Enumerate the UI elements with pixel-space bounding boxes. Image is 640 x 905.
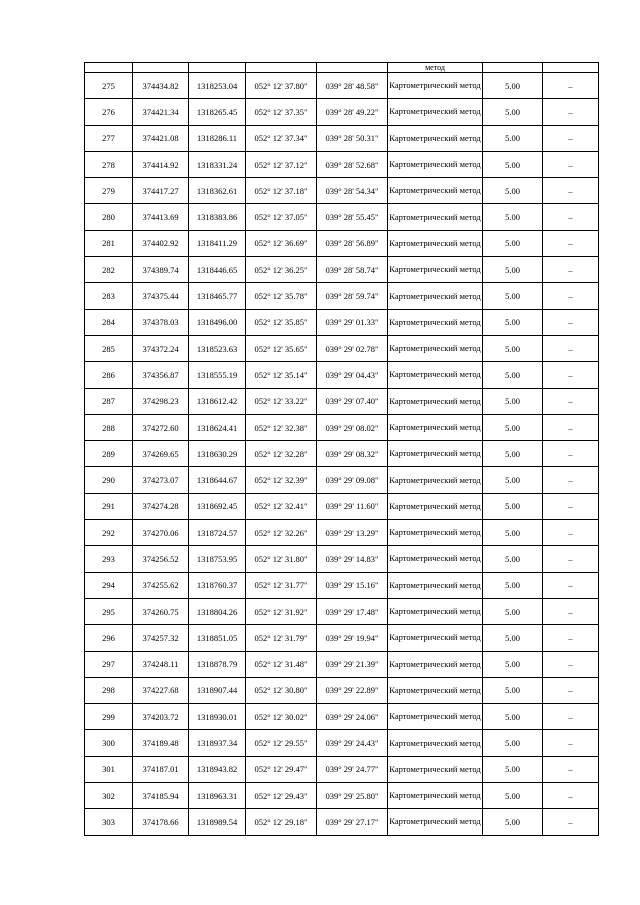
point-number-cell: 284	[85, 309, 133, 335]
latitude-cell: 052° 12' 33.22"	[246, 388, 317, 414]
accuracy-cell: 5.00	[483, 362, 543, 388]
x-coordinate-cell: 374269.65	[133, 441, 189, 467]
x-coordinate-cell: 374417.27	[133, 178, 189, 204]
y-coordinate-cell: 1318753.95	[189, 546, 246, 572]
note-cell: –	[543, 520, 599, 546]
accuracy-cell: 5.00	[483, 204, 543, 230]
longitude-cell: 039° 28' 48.58"	[317, 73, 388, 99]
longitude-cell: 039° 29' 15.16"	[317, 572, 388, 598]
latitude-cell: 052° 12' 37.05"	[246, 204, 317, 230]
table-row	[85, 493, 599, 519]
longitude-cell: 039° 28' 52.68"	[317, 151, 388, 177]
longitude-cell: 039° 29' 24.06"	[317, 704, 388, 730]
table-row	[85, 204, 599, 230]
note-cell: –	[543, 362, 599, 388]
x-coordinate-cell: 374375.44	[133, 283, 189, 309]
accuracy-cell: 5.00	[483, 677, 543, 703]
point-number-cell: 294	[85, 572, 133, 598]
point-number-cell: 297	[85, 651, 133, 677]
x-coordinate-cell: 374203.72	[133, 704, 189, 730]
latitude-cell: 052° 12' 31.79"	[246, 625, 317, 651]
note-cell: –	[543, 441, 599, 467]
method-cell: Картометрический метод	[388, 230, 483, 256]
longitude-cell: 039° 28' 50.31"	[317, 125, 388, 151]
latitude-cell: 052° 12' 37.18"	[246, 178, 317, 204]
y-coordinate-cell: 1318937.34	[189, 730, 246, 756]
method-cell: Картометрический метод	[388, 388, 483, 414]
accuracy-cell: 5.00	[483, 783, 543, 809]
method-cell: Картометрический метод	[388, 335, 483, 361]
y-coordinate-cell: 1318760.37	[189, 572, 246, 598]
latitude-cell: 052° 12' 32.41"	[246, 493, 317, 519]
cell-empty	[543, 63, 599, 73]
y-coordinate-cell: 1318943.82	[189, 756, 246, 782]
table-row	[85, 677, 599, 703]
accuracy-cell: 5.00	[483, 309, 543, 335]
y-coordinate-cell: 1318612.42	[189, 388, 246, 414]
cell-empty	[189, 63, 246, 73]
cell-empty	[85, 63, 133, 73]
y-coordinate-cell: 1318878.79	[189, 651, 246, 677]
latitude-cell: 052° 12' 35.78"	[246, 283, 317, 309]
x-coordinate-cell: 374413.69	[133, 204, 189, 230]
x-coordinate-cell: 374421.08	[133, 125, 189, 151]
coordinates-table-body	[85, 63, 599, 836]
point-number-cell: 298	[85, 677, 133, 703]
longitude-cell: 039° 29' 17.48"	[317, 598, 388, 624]
table-row	[85, 99, 599, 125]
accuracy-cell: 5.00	[483, 414, 543, 440]
table-row	[85, 441, 599, 467]
method-cell: Картометрический метод	[388, 625, 483, 651]
note-cell: –	[543, 99, 599, 125]
latitude-cell: 052° 12' 32.28"	[246, 441, 317, 467]
x-coordinate-cell: 374414.92	[133, 151, 189, 177]
y-coordinate-cell: 1318630.29	[189, 441, 246, 467]
accuracy-cell: 5.00	[483, 125, 543, 151]
note-cell: –	[543, 704, 599, 730]
method-cell: Картометрический метод	[388, 756, 483, 782]
x-coordinate-cell: 374273.07	[133, 467, 189, 493]
y-coordinate-cell: 1318804.26	[189, 598, 246, 624]
x-coordinate-cell: 374257.32	[133, 625, 189, 651]
table-row	[85, 73, 599, 99]
note-cell: –	[543, 257, 599, 283]
method-cell: Картометрический метод	[388, 309, 483, 335]
point-number-cell: 292	[85, 520, 133, 546]
y-coordinate-cell: 1318496.00	[189, 309, 246, 335]
y-coordinate-cell: 1318692.45	[189, 493, 246, 519]
method-cell: Картометрический метод	[388, 467, 483, 493]
x-coordinate-cell: 374372.24	[133, 335, 189, 361]
x-coordinate-cell: 374187.01	[133, 756, 189, 782]
point-number-cell: 287	[85, 388, 133, 414]
y-coordinate-cell: 1318411.29	[189, 230, 246, 256]
accuracy-cell: 5.00	[483, 520, 543, 546]
accuracy-cell: 5.00	[483, 467, 543, 493]
y-coordinate-cell: 1318383.86	[189, 204, 246, 230]
method-cell: Картометрический метод	[388, 204, 483, 230]
x-coordinate-cell: 374378.03	[133, 309, 189, 335]
method-cell: Картометрический метод	[388, 151, 483, 177]
x-coordinate-cell: 374185.94	[133, 783, 189, 809]
latitude-cell: 052° 12' 32.39"	[246, 467, 317, 493]
point-number-cell: 290	[85, 467, 133, 493]
note-cell: –	[543, 546, 599, 572]
point-number-cell: 277	[85, 125, 133, 151]
method-cell: Картометрический метод	[388, 809, 483, 835]
method-cell: Картометрический метод	[388, 546, 483, 572]
latitude-cell: 052° 12' 36.25"	[246, 257, 317, 283]
note-cell: –	[543, 625, 599, 651]
accuracy-cell: 5.00	[483, 151, 543, 177]
method-cell: Картометрический метод	[388, 257, 483, 283]
y-coordinate-cell: 1318907.44	[189, 677, 246, 703]
longitude-cell: 039° 28' 59.74"	[317, 283, 388, 309]
y-coordinate-cell: 1318253.04	[189, 73, 246, 99]
note-cell: –	[543, 178, 599, 204]
table-row	[85, 388, 599, 414]
longitude-cell: 039° 29' 19.94"	[317, 625, 388, 651]
y-coordinate-cell: 1318963.31	[189, 783, 246, 809]
point-number-cell: 303	[85, 809, 133, 835]
point-number-cell: 282	[85, 257, 133, 283]
cell-empty	[246, 63, 317, 73]
accuracy-cell: 5.00	[483, 809, 543, 835]
note-cell: –	[543, 204, 599, 230]
accuracy-cell: 5.00	[483, 99, 543, 125]
continuation-row	[85, 63, 599, 73]
accuracy-cell: 5.00	[483, 73, 543, 99]
longitude-cell: 039° 29' 27.17"	[317, 809, 388, 835]
y-coordinate-cell: 1318644.67	[189, 467, 246, 493]
accuracy-cell: 5.00	[483, 230, 543, 256]
y-coordinate-cell: 1318523.63	[189, 335, 246, 361]
y-coordinate-cell: 1318930.01	[189, 704, 246, 730]
longitude-cell: 039° 29' 13.29"	[317, 520, 388, 546]
point-number-cell: 302	[85, 783, 133, 809]
accuracy-cell: 5.00	[483, 335, 543, 361]
latitude-cell: 052° 12' 37.34"	[246, 125, 317, 151]
cell-empty	[483, 63, 543, 73]
latitude-cell: 052° 12' 35.65"	[246, 335, 317, 361]
x-coordinate-cell: 374248.11	[133, 651, 189, 677]
x-coordinate-cell: 374178.66	[133, 809, 189, 835]
note-cell: –	[543, 809, 599, 835]
note-cell: –	[543, 230, 599, 256]
method-cell: Картометрический метод	[388, 783, 483, 809]
continuation-method-cell: метод	[388, 63, 483, 73]
table-row	[85, 151, 599, 177]
x-coordinate-cell: 374421.34	[133, 99, 189, 125]
x-coordinate-cell: 374189.48	[133, 730, 189, 756]
method-cell: Картометрический метод	[388, 283, 483, 309]
x-coordinate-cell: 374260.75	[133, 598, 189, 624]
note-cell: –	[543, 467, 599, 493]
longitude-cell: 039° 28' 58.74"	[317, 257, 388, 283]
table-row	[85, 598, 599, 624]
method-cell: Картометрический метод	[388, 493, 483, 519]
table-row	[85, 546, 599, 572]
accuracy-cell: 5.00	[483, 704, 543, 730]
y-coordinate-cell: 1318851.05	[189, 625, 246, 651]
accuracy-cell: 5.00	[483, 651, 543, 677]
cell-empty	[317, 63, 388, 73]
point-number-cell: 283	[85, 283, 133, 309]
latitude-cell: 052° 12' 30.02"	[246, 704, 317, 730]
note-cell: –	[543, 572, 599, 598]
point-number-cell: 301	[85, 756, 133, 782]
method-cell: Картометрический метод	[388, 572, 483, 598]
accuracy-cell: 5.00	[483, 730, 543, 756]
accuracy-cell: 5.00	[483, 756, 543, 782]
point-number-cell: 299	[85, 704, 133, 730]
x-coordinate-cell: 374256.52	[133, 546, 189, 572]
table-row	[85, 730, 599, 756]
table-row	[85, 572, 599, 598]
note-cell: –	[543, 151, 599, 177]
coordinates-table	[84, 62, 599, 836]
latitude-cell: 052° 12' 35.85"	[246, 309, 317, 335]
note-cell: –	[543, 388, 599, 414]
accuracy-cell: 5.00	[483, 178, 543, 204]
point-number-cell: 300	[85, 730, 133, 756]
method-cell: Картометрический метод	[388, 125, 483, 151]
method-cell: Картометрический метод	[388, 73, 483, 99]
longitude-cell: 039° 29' 01.33"	[317, 309, 388, 335]
latitude-cell: 052° 12' 32.38"	[246, 414, 317, 440]
accuracy-cell: 5.00	[483, 388, 543, 414]
longitude-cell: 039° 29' 14.83"	[317, 546, 388, 572]
point-number-cell: 295	[85, 598, 133, 624]
y-coordinate-cell: 1318624.41	[189, 414, 246, 440]
point-number-cell: 289	[85, 441, 133, 467]
table-row	[85, 178, 599, 204]
latitude-cell: 052° 12' 29.55"	[246, 730, 317, 756]
y-coordinate-cell: 1318555.19	[189, 362, 246, 388]
method-cell: Картометрический метод	[388, 362, 483, 388]
method-cell: Картометрический метод	[388, 704, 483, 730]
longitude-cell: 039° 29' 24.77"	[317, 756, 388, 782]
longitude-cell: 039° 28' 49.22"	[317, 99, 388, 125]
accuracy-cell: 5.00	[483, 283, 543, 309]
y-coordinate-cell: 1318446.65	[189, 257, 246, 283]
latitude-cell: 052° 12' 31.92"	[246, 598, 317, 624]
latitude-cell: 052° 12' 37.80"	[246, 73, 317, 99]
method-cell: Картометрический метод	[388, 99, 483, 125]
point-number-cell: 288	[85, 414, 133, 440]
latitude-cell: 052° 12' 31.48"	[246, 651, 317, 677]
note-cell: –	[543, 677, 599, 703]
accuracy-cell: 5.00	[483, 441, 543, 467]
latitude-cell: 052° 12' 37.35"	[246, 99, 317, 125]
method-cell: Картометрический метод	[388, 598, 483, 624]
point-number-cell: 291	[85, 493, 133, 519]
latitude-cell: 052° 12' 31.80"	[246, 546, 317, 572]
table-row	[85, 230, 599, 256]
method-cell: Картометрический метод	[388, 677, 483, 703]
point-number-cell: 286	[85, 362, 133, 388]
x-coordinate-cell: 374298.23	[133, 388, 189, 414]
accuracy-cell: 5.00	[483, 572, 543, 598]
point-number-cell: 285	[85, 335, 133, 361]
longitude-cell: 039° 29' 25.80"	[317, 783, 388, 809]
y-coordinate-cell: 1318724.57	[189, 520, 246, 546]
table-row	[85, 704, 599, 730]
y-coordinate-cell: 1318286.11	[189, 125, 246, 151]
table-row	[85, 625, 599, 651]
note-cell: –	[543, 283, 599, 309]
method-cell: Картометрический метод	[388, 520, 483, 546]
table-row	[85, 783, 599, 809]
note-cell: –	[543, 125, 599, 151]
latitude-cell: 052° 12' 31.77"	[246, 572, 317, 598]
note-cell: –	[543, 598, 599, 624]
longitude-cell: 039° 28' 56.89"	[317, 230, 388, 256]
point-number-cell: 293	[85, 546, 133, 572]
latitude-cell: 052° 12' 35.14"	[246, 362, 317, 388]
latitude-cell: 052° 12' 36.69"	[246, 230, 317, 256]
x-coordinate-cell: 374227.68	[133, 677, 189, 703]
longitude-cell: 039° 29' 04.43"	[317, 362, 388, 388]
accuracy-cell: 5.00	[483, 546, 543, 572]
accuracy-cell: 5.00	[483, 598, 543, 624]
longitude-cell: 039° 29' 02.78"	[317, 335, 388, 361]
x-coordinate-cell: 374255.62	[133, 572, 189, 598]
note-cell: –	[543, 493, 599, 519]
note-cell: –	[543, 783, 599, 809]
latitude-cell: 052° 12' 29.43"	[246, 783, 317, 809]
table-row	[85, 125, 599, 151]
accuracy-cell: 5.00	[483, 257, 543, 283]
longitude-cell: 039° 29' 22.89"	[317, 677, 388, 703]
longitude-cell: 039° 29' 11.60"	[317, 493, 388, 519]
table-row	[85, 362, 599, 388]
longitude-cell: 039° 29' 21.39"	[317, 651, 388, 677]
longitude-cell: 039° 29' 07.40"	[317, 388, 388, 414]
point-number-cell: 280	[85, 204, 133, 230]
table-row	[85, 520, 599, 546]
table-row	[85, 651, 599, 677]
latitude-cell: 052° 12' 29.47"	[246, 756, 317, 782]
point-number-cell: 278	[85, 151, 133, 177]
table-row	[85, 756, 599, 782]
table-row	[85, 809, 599, 835]
method-cell: Картометрический метод	[388, 651, 483, 677]
table-row	[85, 309, 599, 335]
cell-empty	[133, 63, 189, 73]
method-cell: Картометрический метод	[388, 178, 483, 204]
longitude-cell: 039° 28' 54.34"	[317, 178, 388, 204]
note-cell: –	[543, 414, 599, 440]
note-cell: –	[543, 309, 599, 335]
point-number-cell: 296	[85, 625, 133, 651]
latitude-cell: 052° 12' 37.12"	[246, 151, 317, 177]
point-number-cell: 275	[85, 73, 133, 99]
table-row	[85, 335, 599, 361]
x-coordinate-cell: 374272.60	[133, 414, 189, 440]
latitude-cell: 052° 12' 30.80"	[246, 677, 317, 703]
longitude-cell: 039° 28' 55.45"	[317, 204, 388, 230]
latitude-cell: 052° 12' 29.18"	[246, 809, 317, 835]
method-cell: Картометрический метод	[388, 730, 483, 756]
method-cell: Картометрический метод	[388, 441, 483, 467]
y-coordinate-cell: 1318465.77	[189, 283, 246, 309]
y-coordinate-cell: 1318989.54	[189, 809, 246, 835]
x-coordinate-cell: 374402.92	[133, 230, 189, 256]
table-row	[85, 414, 599, 440]
y-coordinate-cell: 1318331.24	[189, 151, 246, 177]
method-cell: Картометрический метод	[388, 414, 483, 440]
x-coordinate-cell: 374274.28	[133, 493, 189, 519]
table-row	[85, 283, 599, 309]
note-cell: –	[543, 756, 599, 782]
point-number-cell: 279	[85, 178, 133, 204]
y-coordinate-cell: 1318362.61	[189, 178, 246, 204]
point-number-cell: 281	[85, 230, 133, 256]
x-coordinate-cell: 374389.74	[133, 257, 189, 283]
longitude-cell: 039° 29' 08.02"	[317, 414, 388, 440]
note-cell: –	[543, 730, 599, 756]
table-row	[85, 467, 599, 493]
longitude-cell: 039° 29' 09.08"	[317, 467, 388, 493]
longitude-cell: 039° 29' 24.43"	[317, 730, 388, 756]
x-coordinate-cell: 374434.82	[133, 73, 189, 99]
note-cell: –	[543, 335, 599, 361]
note-cell: –	[543, 651, 599, 677]
accuracy-cell: 5.00	[483, 625, 543, 651]
accuracy-cell: 5.00	[483, 493, 543, 519]
x-coordinate-cell: 374270.06	[133, 520, 189, 546]
latitude-cell: 052° 12' 32.26"	[246, 520, 317, 546]
x-coordinate-cell: 374356.87	[133, 362, 189, 388]
point-number-cell: 276	[85, 99, 133, 125]
y-coordinate-cell: 1318265.45	[189, 99, 246, 125]
longitude-cell: 039° 29' 08.32"	[317, 441, 388, 467]
table-row	[85, 257, 599, 283]
note-cell: –	[543, 73, 599, 99]
